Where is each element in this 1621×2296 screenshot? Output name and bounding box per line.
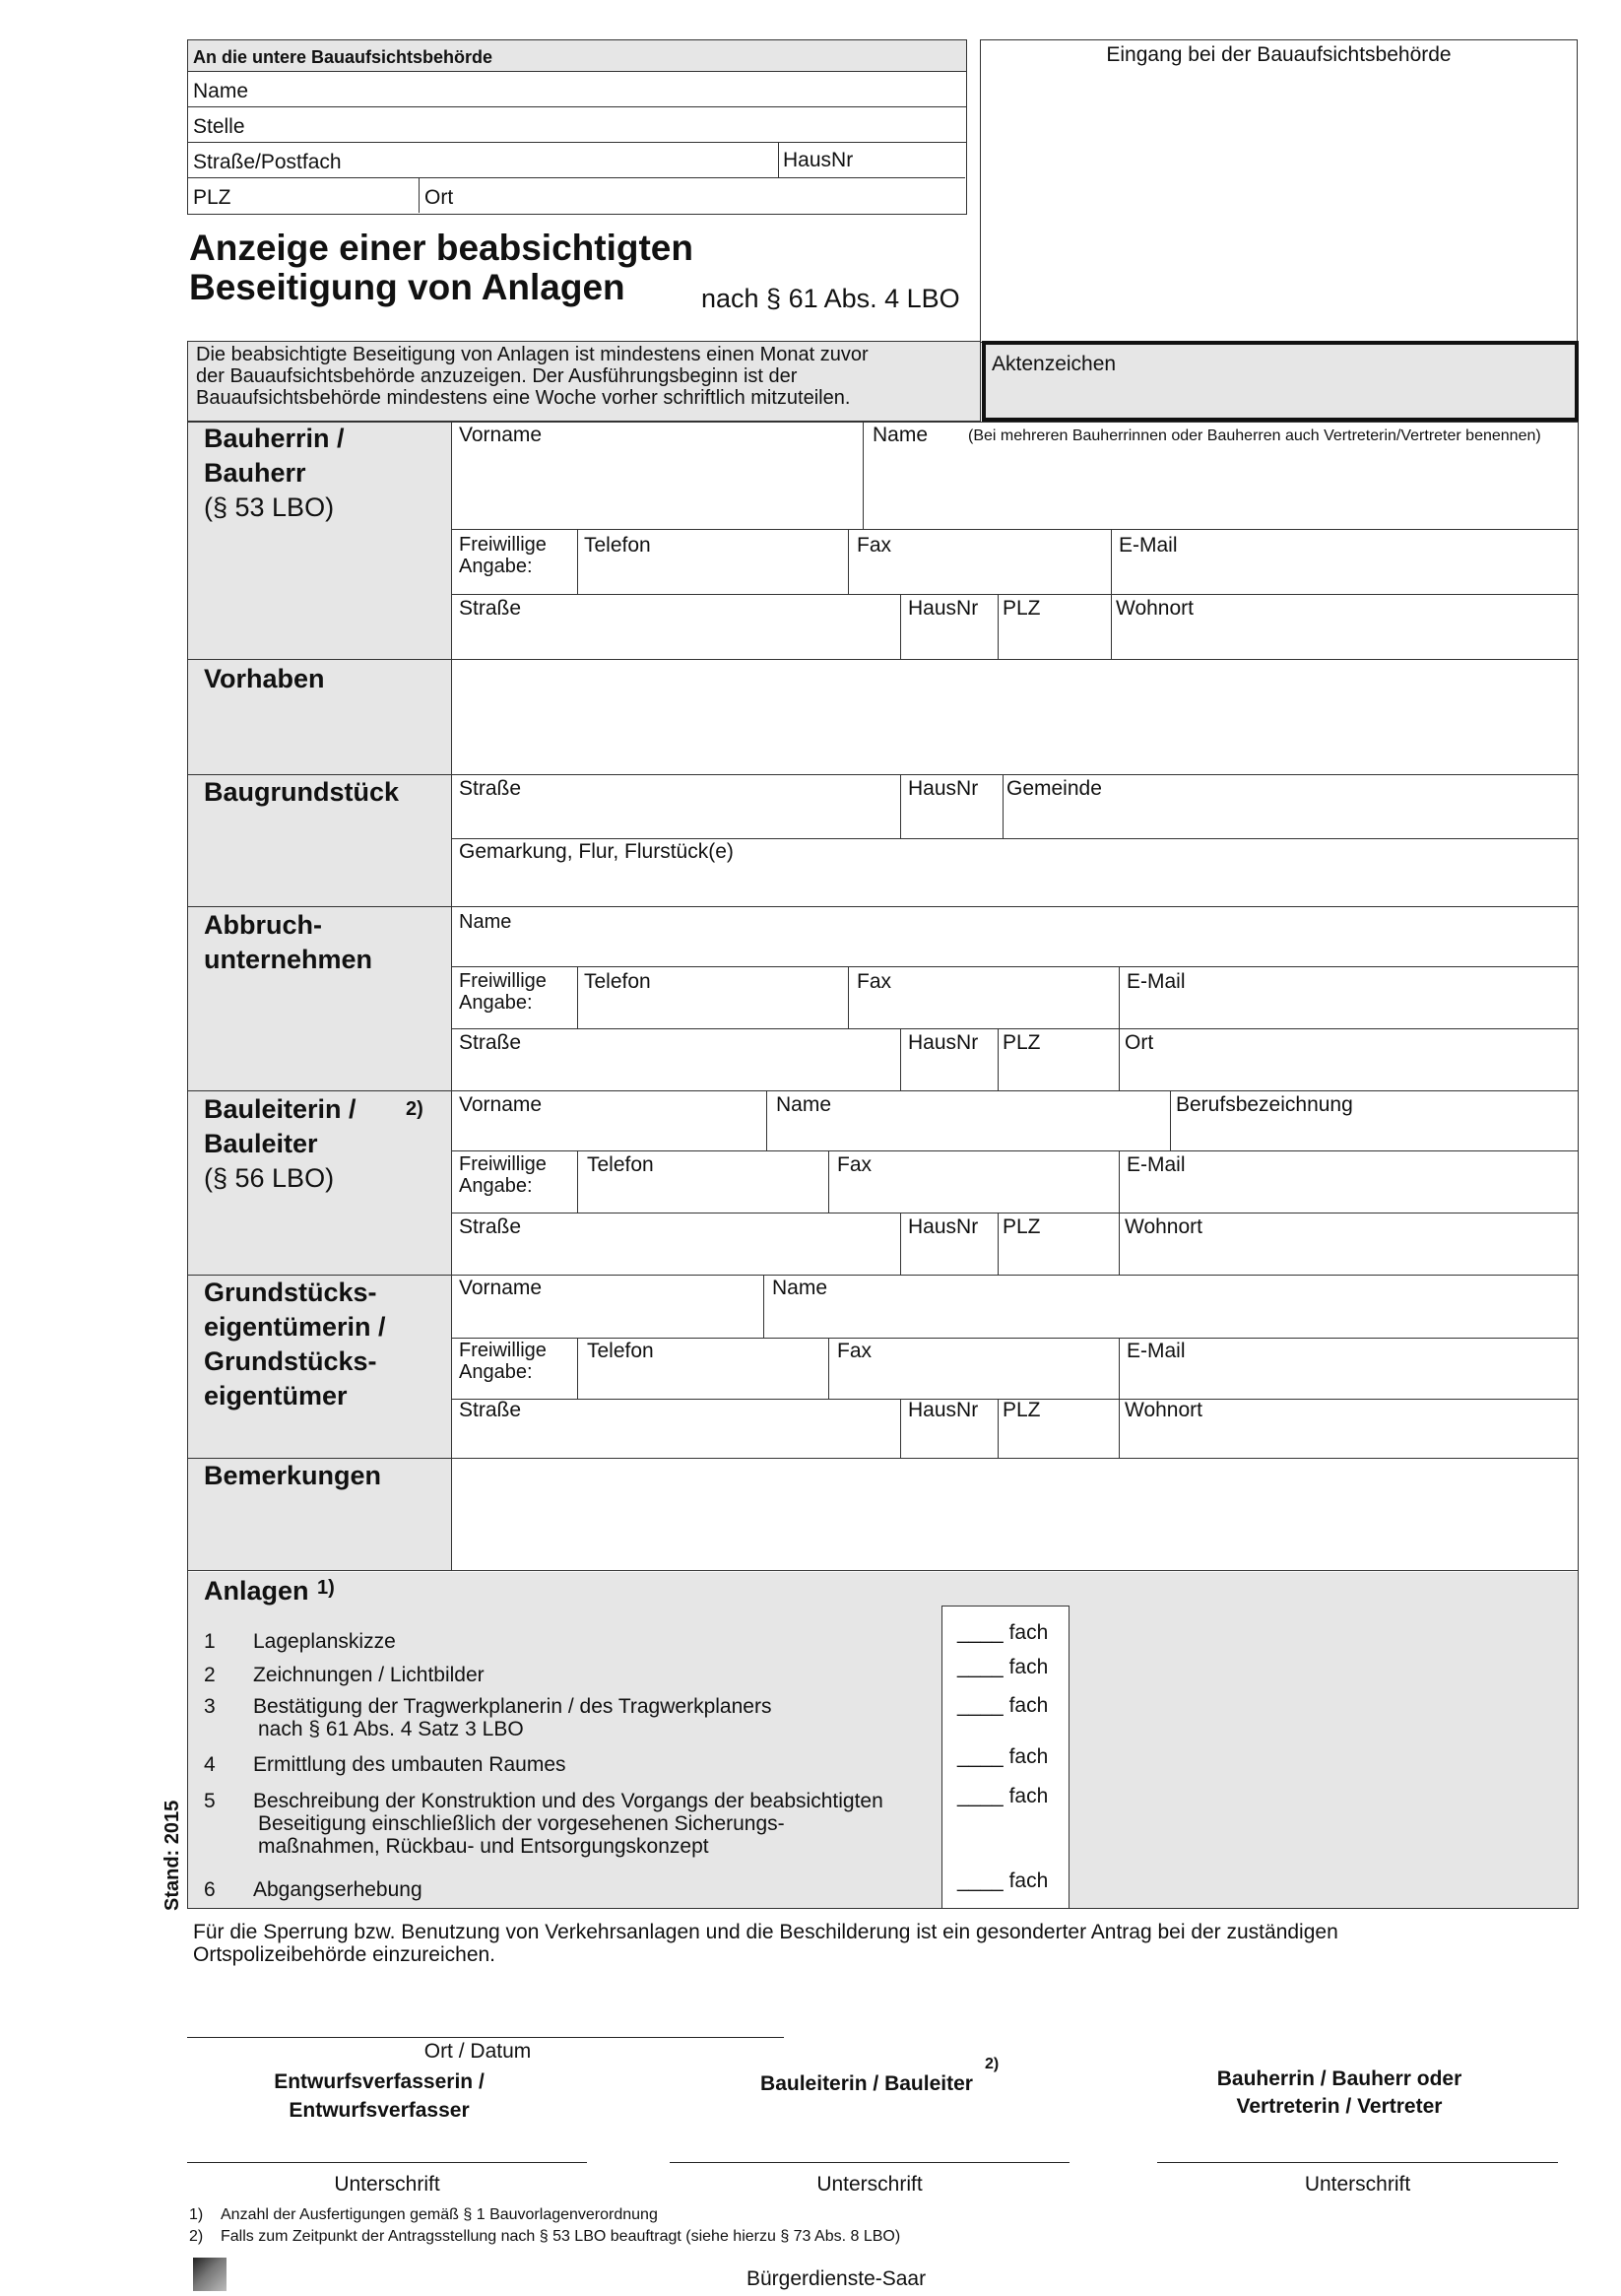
anlagen-item-6-text: Abgangserhebung: [253, 1878, 422, 1901]
address-header: An die untere Bauaufsichtsbehörde: [193, 47, 493, 67]
bauherr-mehrere-note: (Bei mehreren Bauherrinnen oder Bauherren auch Vertreterin/Vertreter benennen): [968, 427, 1541, 444]
bauleiter-fax-label: Fax: [837, 1153, 873, 1176]
abbruch-title-1: Abbruch-: [204, 910, 322, 940]
sig-bauleiter-line[interactable]: [670, 2162, 1070, 2163]
title-line1: Anzeige einer beabsichtigten: [189, 228, 693, 268]
bauleiter-wohnort-label: Wohnort: [1125, 1215, 1202, 1238]
count-blank: ____: [957, 1694, 1004, 1717]
bemerkungen-title: Bemerkungen: [204, 1461, 382, 1490]
abbruch-ort-label: Ort: [1125, 1031, 1154, 1054]
abbruch-name-label: Name: [459, 911, 512, 933]
count-blank: ____: [957, 1745, 1004, 1768]
anlagen-item-3-text-2: nach § 61 Abs. 4 Satz 3 LBO: [258, 1718, 524, 1740]
count-fach: fach: [1008, 1656, 1049, 1678]
notice-line1: Die beabsichtigte Beseitigung von Anlagen ist mindestens einen Monat zuvor: [196, 344, 869, 365]
stand-label: Stand: 2015: [162, 1800, 183, 1911]
address-plz-label: PLZ: [193, 186, 231, 209]
eigentuemer-title-4: eigentümer: [204, 1381, 348, 1410]
bauleiter-beruf-label: Berufsbezeichnung: [1176, 1093, 1353, 1116]
anlagen-count-2[interactable]: [957, 1656, 1048, 1679]
sig-bauleiter-note: 2): [985, 2056, 1000, 2072]
abbruch-fax-label: Fax: [857, 970, 892, 993]
notice-line2: der Bauaufsichtsbehörde anzuzeigen. Der Ausführungsbeginn ist der: [196, 365, 798, 387]
sig-entwurf-line[interactable]: [187, 2162, 587, 2163]
bauherr-vorname-label: Vorname: [459, 424, 543, 446]
abbruch-strasse-label: Straße: [459, 1031, 522, 1054]
abbruch-title-2: unternehmen: [204, 945, 373, 974]
anlagen-item-3-num: 3: [204, 1695, 216, 1718]
baugrundstueck-title: Baugrundstück: [204, 777, 400, 807]
address-block: [187, 39, 967, 215]
bauleiter-email-label: E-Mail: [1127, 1153, 1186, 1176]
bauleiter-title-2: Bauleiter: [204, 1129, 318, 1158]
sig-bauherr-title-2: Vertreterin / Vertreter: [1236, 2095, 1443, 2118]
anlagen-count-1[interactable]: [957, 1621, 1048, 1645]
grundstueck-strasse-label: Straße: [459, 777, 522, 800]
bauleiter-title-1: Bauleiterin /: [204, 1094, 357, 1124]
sig-bauherr-line[interactable]: [1157, 2162, 1558, 2163]
bauherr-plz-label: PLZ: [1003, 597, 1041, 620]
footnote-1: Anzahl der Ausfertigungen gemäß § 1 Bauvorlagenverordnung: [221, 2206, 658, 2223]
sig-entwurf-unterschrift: Unterschrift: [334, 2173, 440, 2196]
bauherr-email-field[interactable]: [1112, 530, 1578, 594]
abbruch-freiwillige-1: Freiwillige: [459, 970, 547, 992]
footnote-2: Falls zum Zeitpunkt der Antragsstellung nach § 53 LBO beauftragt (siehe hierzu § 73 Abs. 8 LBO): [221, 2228, 901, 2245]
count-blank: ____: [957, 1621, 1004, 1644]
eigentuemer-telefon-label: Telefon: [587, 1340, 654, 1362]
anlagen-item-1-num: 1: [204, 1630, 216, 1653]
anlagen-note: 1): [317, 1577, 335, 1599]
eingang-label: Eingang bei der Bauaufsichtsbehörde: [1106, 43, 1452, 66]
eigentuemer-vorname-label: Vorname: [459, 1277, 543, 1299]
bauleiter-freiwillige-1: Freiwillige: [459, 1153, 547, 1175]
bauleiter-hausnr-label: HausNr: [908, 1215, 979, 1238]
anlagen-item-5-text-3: maßnahmen, Rückbau- und Entsorgungskonzept: [258, 1835, 709, 1858]
bauherr-title-3: (§ 53 LBO): [204, 492, 335, 522]
sig-bauherr-title-1: Bauherrin / Bauherr oder: [1216, 2067, 1462, 2090]
bauherr-fax-label: Fax: [857, 534, 892, 557]
bemerkungen-field[interactable]: [453, 1460, 1578, 1570]
grundstueck-hausnr-label: HausNr: [908, 777, 979, 800]
bauleiter-plz-label: PLZ: [1003, 1215, 1041, 1238]
anlagen-item-4-num: 4: [204, 1753, 216, 1776]
eigentuemer-freiwillige-1: Freiwillige: [459, 1340, 547, 1361]
bauherr-hausnr-label: HausNr: [908, 597, 979, 620]
count-blank: ____: [957, 1656, 1004, 1678]
count-blank: ____: [957, 1870, 1004, 1892]
anlagen-item-3-text-1: Bestätigung der Tragwerkplanerin / des Tragwerkplaners: [253, 1695, 772, 1718]
sig-bauherr-unterschrift: Unterschrift: [1304, 2173, 1411, 2196]
count-fach: fach: [1008, 1785, 1049, 1807]
anlagen-item-4-text: Ermittlung des umbauten Raumes: [253, 1753, 566, 1776]
eigentuemer-email-field[interactable]: [1120, 1339, 1578, 1399]
anlagen-count-4[interactable]: [957, 1745, 1048, 1769]
anlagen-item-6-num: 6: [204, 1878, 216, 1901]
eigentuemer-title-2: eigentümerin /: [204, 1312, 386, 1342]
anlagen-item-5-num: 5: [204, 1790, 216, 1812]
anlagen-title: Anlagen: [204, 1576, 309, 1606]
abbruch-email-label: E-Mail: [1127, 970, 1186, 993]
eigentuemer-hausnr-label: HausNr: [908, 1399, 979, 1421]
vorhaben-field[interactable]: [453, 661, 1578, 774]
anlagen-item-5-text-1: Beschreibung der Konstruktion und des Vorgangs der beabsichtigten: [253, 1790, 883, 1812]
bauherr-title-1: Bauherrin /: [204, 424, 345, 453]
count-fach: fach: [1008, 1745, 1049, 1768]
address-strasse-field[interactable]: [188, 143, 779, 178]
grundstueck-gemarkung-label: Gemarkung, Flur, Flurstück(e): [459, 840, 734, 863]
count-blank: ____: [957, 1785, 1004, 1807]
aktenzeichen-label: Aktenzeichen: [992, 353, 1117, 375]
eigentuemer-wohnort-label: Wohnort: [1125, 1399, 1202, 1421]
sig-entwurf-title-1: Entwurfsverfasserin /: [274, 2070, 485, 2093]
ort-datum-label: Ort / Datum: [423, 2040, 532, 2063]
notice-box: [187, 341, 981, 422]
footnote-1-num: 1): [189, 2206, 204, 2223]
bauleiter-email-field[interactable]: [1120, 1151, 1578, 1213]
abbruch-freiwillige-2: Angabe:: [459, 992, 533, 1014]
address-stelle-field[interactable]: [188, 107, 966, 143]
address-stelle-label: Stelle: [193, 115, 245, 138]
sig-entwurf-title-2: Entwurfsverfasser: [289, 2099, 470, 2122]
bauherr-freiwillige-1: Freiwillige: [459, 534, 547, 556]
bauleiter-telefon-label: Telefon: [587, 1153, 654, 1176]
eigentuemer-freiwillige-2: Angabe:: [459, 1361, 533, 1383]
bauherr-telefon-label: Telefon: [584, 534, 651, 557]
anlagen-item-2-num: 2: [204, 1664, 216, 1686]
anlagen-count-6[interactable]: [957, 1870, 1048, 1893]
bauleiter-freiwillige-2: Angabe:: [459, 1175, 533, 1197]
count-fach: fach: [1008, 1694, 1049, 1717]
count-fach: fach: [1008, 1870, 1049, 1892]
address-ort-label: Ort: [424, 186, 454, 209]
anlagen-count-3[interactable]: [957, 1694, 1048, 1718]
eingang-box: [980, 39, 1578, 343]
bauherr-email-label: E-Mail: [1119, 534, 1178, 557]
abbruch-name-field[interactable]: [453, 907, 1578, 966]
eigentuemer-strasse-label: Straße: [459, 1399, 522, 1421]
eigentuemer-email-label: E-Mail: [1127, 1340, 1186, 1362]
count-fach: fach: [1008, 1621, 1049, 1644]
bauleiter-title-3: (§ 56 LBO): [204, 1163, 335, 1193]
vorhaben-title: Vorhaben: [204, 664, 325, 693]
anlagen-item-2-text: Zeichnungen / Lichtbilder: [253, 1664, 485, 1686]
address-hausnr-field[interactable]: [779, 143, 965, 178]
anlagen-item-5-text-2: Beseitigung einschließlich der vorgesehenen Sicherungs-: [258, 1812, 785, 1835]
bauleiter-strasse-label: Straße: [459, 1215, 522, 1238]
footer-logo: [193, 2258, 227, 2291]
sig-bauleiter-unterschrift: Unterschrift: [816, 2173, 923, 2196]
address-hausnr-label: HausNr: [783, 149, 854, 171]
grundstueck-gemeinde-label: Gemeinde: [1006, 777, 1102, 800]
bauleiter-name-label: Name: [776, 1093, 832, 1116]
notice-line3: Bauaufsichtsbehörde mindestens eine Woche vorher schriftlich mitzuteilen.: [196, 387, 851, 409]
bauleiter-fax-field[interactable]: [829, 1151, 1119, 1213]
ort-datum-line[interactable]: [187, 2037, 784, 2038]
eigentuemer-fax-field[interactable]: [829, 1339, 1119, 1399]
bauherr-strasse-label: Straße: [459, 597, 522, 620]
bauherr-freiwillige-2: Angabe:: [459, 556, 533, 577]
eigentuemer-fax-label: Fax: [837, 1340, 873, 1362]
abbruch-hausnr-label: HausNr: [908, 1031, 979, 1054]
address-plz-field[interactable]: [188, 178, 420, 213]
address-ort-field[interactable]: [420, 178, 965, 213]
bauherr-name-label: Name: [873, 424, 929, 446]
sperrung-line2: Ortspolizeibehörde einzureichen.: [193, 1943, 496, 1966]
abbruch-ort-field[interactable]: [1120, 1029, 1578, 1090]
aktenzeichen-box[interactable]: [982, 341, 1579, 422]
eigentuemer-name-label: Name: [772, 1277, 828, 1299]
bauherr-title-2: Bauherr: [204, 458, 306, 488]
footnote-2-num: 2): [189, 2228, 204, 2245]
eigentuemer-title-3: Grundstücks-: [204, 1346, 377, 1376]
title-ref: nach § 61 Abs. 4 LBO: [701, 284, 960, 313]
abbruch-email-field[interactable]: [1120, 967, 1578, 1028]
eigentuemer-plz-label: PLZ: [1003, 1399, 1041, 1421]
eigentuemer-title-1: Grundstücks-: [204, 1278, 377, 1307]
bauleiter-title-note: 2): [406, 1098, 423, 1120]
abbruch-plz-label: PLZ: [1003, 1031, 1041, 1054]
bauherr-wohnort-label: Wohnort: [1116, 597, 1194, 620]
footer-text: Bürgerdienste-Saar: [746, 2267, 927, 2290]
address-name-label: Name: [193, 80, 249, 102]
bauleiter-vorname-label: Vorname: [459, 1093, 543, 1116]
anlagen-item-1-text: Lageplanskizze: [253, 1630, 396, 1653]
address-strasse-label: Straße/Postfach: [193, 151, 342, 173]
sig-bauleiter-title: Bauleiterin / Bauleiter: [760, 2072, 973, 2095]
eigentuemer-name-field[interactable]: [764, 1276, 1578, 1338]
anlagen-count-5[interactable]: [957, 1785, 1048, 1808]
abbruch-telefon-label: Telefon: [584, 970, 651, 993]
title-line2: Beseitigung von Anlagen: [189, 267, 625, 307]
sperrung-line1: Für die Sperrung bzw. Benutzung von Verkehrsanlagen und die Beschilderung ist ein gesonderter Antrag bei der zuständigen: [193, 1921, 1338, 1943]
address-name-field[interactable]: [188, 72, 966, 107]
